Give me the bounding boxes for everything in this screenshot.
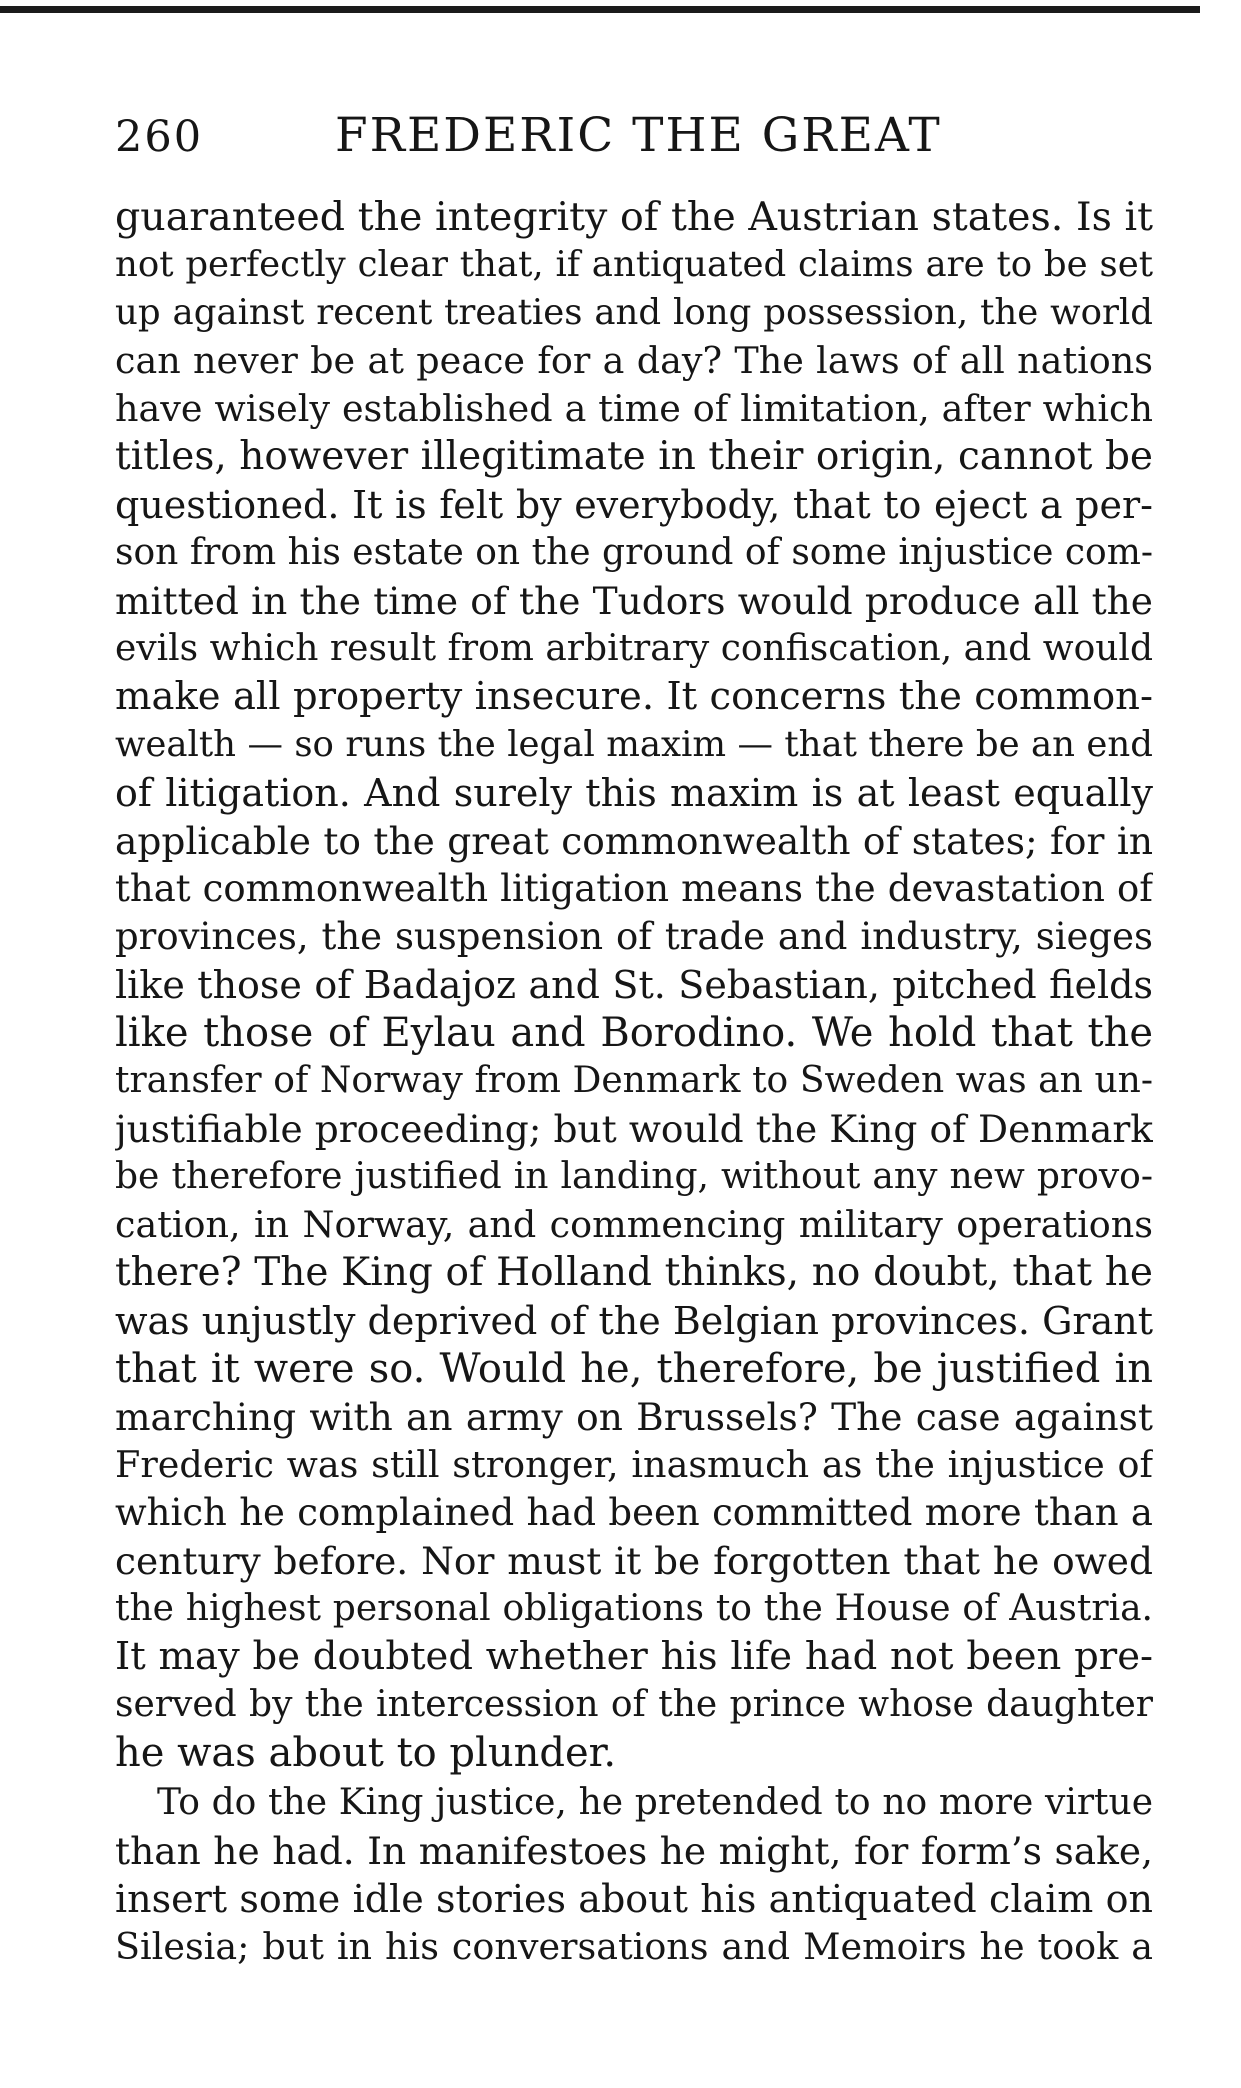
text-line: of litigation. And surely this maxim is at least equally xyxy=(115,771,1153,815)
text-line: was unjustly deprived of the Belgian provinces. Grant xyxy=(115,1299,1153,1343)
text-line: applicable to the great commonwealth of states; for in xyxy=(115,819,1153,863)
text-line: son from his estate on the ground of some injustice com- xyxy=(115,532,1153,573)
text-line: questioned. It is felt by everybody, that to eject a per- xyxy=(115,483,1153,527)
text-line: not perfectly clear that, if antiquated claims are to be set xyxy=(115,244,1153,285)
text-line: titles, however illegitimate in their origin, cannot be xyxy=(115,434,1153,479)
text-line: like those of Eylau and Borodino. We hold that the xyxy=(115,1010,1153,1056)
paragraph-2 xyxy=(115,1779,1153,1971)
text-line: guaranteed the integrity of the Austrian states. Is it xyxy=(115,194,1153,240)
text-line: Frederic was still stronger, inasmuch as the injustice of xyxy=(115,1443,1153,1486)
text-line: he was about to plunder. xyxy=(115,1730,617,1776)
text-line: there? The King of Holland thinks, no doubt, that he xyxy=(115,1250,1153,1295)
text-line: insert some idle stories about his antiquated claim on xyxy=(115,1877,1153,1921)
text-line: be therefore justified in landing, without any new provo- xyxy=(115,1156,1153,1197)
text-line: make all property insecure. It concerns the common- xyxy=(115,674,1153,719)
text-line: wealth — so runs the legal maxim — that there be an end xyxy=(115,724,1153,765)
text-line: transfer of Norway from Denmark to Sweden was an un- xyxy=(115,1060,1153,1101)
top-rule xyxy=(0,6,1200,13)
text-line: that it were so. Would he, therefore, be justified in xyxy=(115,1346,1153,1392)
paragraph-1 xyxy=(115,193,1153,1777)
text-line: justifiable proceeding; but would the King of Denmark xyxy=(115,1107,1153,1151)
text-line: which he complained had been committed more than a xyxy=(115,1491,1153,1534)
text-line: provinces, the suspension of trade and industry, sieges xyxy=(115,915,1153,958)
text-line: evils which result from arbitrary confiscation, and would xyxy=(115,628,1153,669)
running-title: FREDERIC THE GREAT xyxy=(335,108,942,163)
text-line: up against recent treaties and long possession, the world xyxy=(115,292,1153,333)
text-line: have wisely established a time of limitation, after which xyxy=(115,387,1153,430)
text-line: the highest personal obligations to the House of Austria. xyxy=(115,1588,1153,1629)
text-line: mitted in the time of the Tudors would produce all the xyxy=(115,579,1153,623)
text-line: Silesia; but in his conversations and Memoirs he took a xyxy=(115,1925,1153,1968)
text-line: can never be at peace for a day? The laws of all nations xyxy=(115,339,1153,382)
text-line: century before. Nor must it be forgotten that he owed xyxy=(115,1539,1153,1583)
text-line: like those of Badajoz and St. Sebastian, pitched fields xyxy=(115,963,1153,1007)
text-line: served by the intercession of the prince whose daughter xyxy=(115,1684,1153,1725)
text-line: It may be doubted whether his life had not been pre- xyxy=(115,1634,1153,1679)
text-line: marching with an army on Brussels? The case against xyxy=(115,1395,1153,1439)
text-line: To do the King justice, he pretended to no more virtue xyxy=(157,1782,1153,1823)
text-line: than he had. In manifestoes he might, for form’s sake, xyxy=(115,1829,1153,1873)
body-text xyxy=(115,193,1153,1971)
text-line: that commonwealth litigation means the devastation of xyxy=(115,867,1153,910)
page-number: 260 xyxy=(115,112,204,162)
text-line: cation, in Norway, and commencing military operations xyxy=(115,1203,1153,1246)
